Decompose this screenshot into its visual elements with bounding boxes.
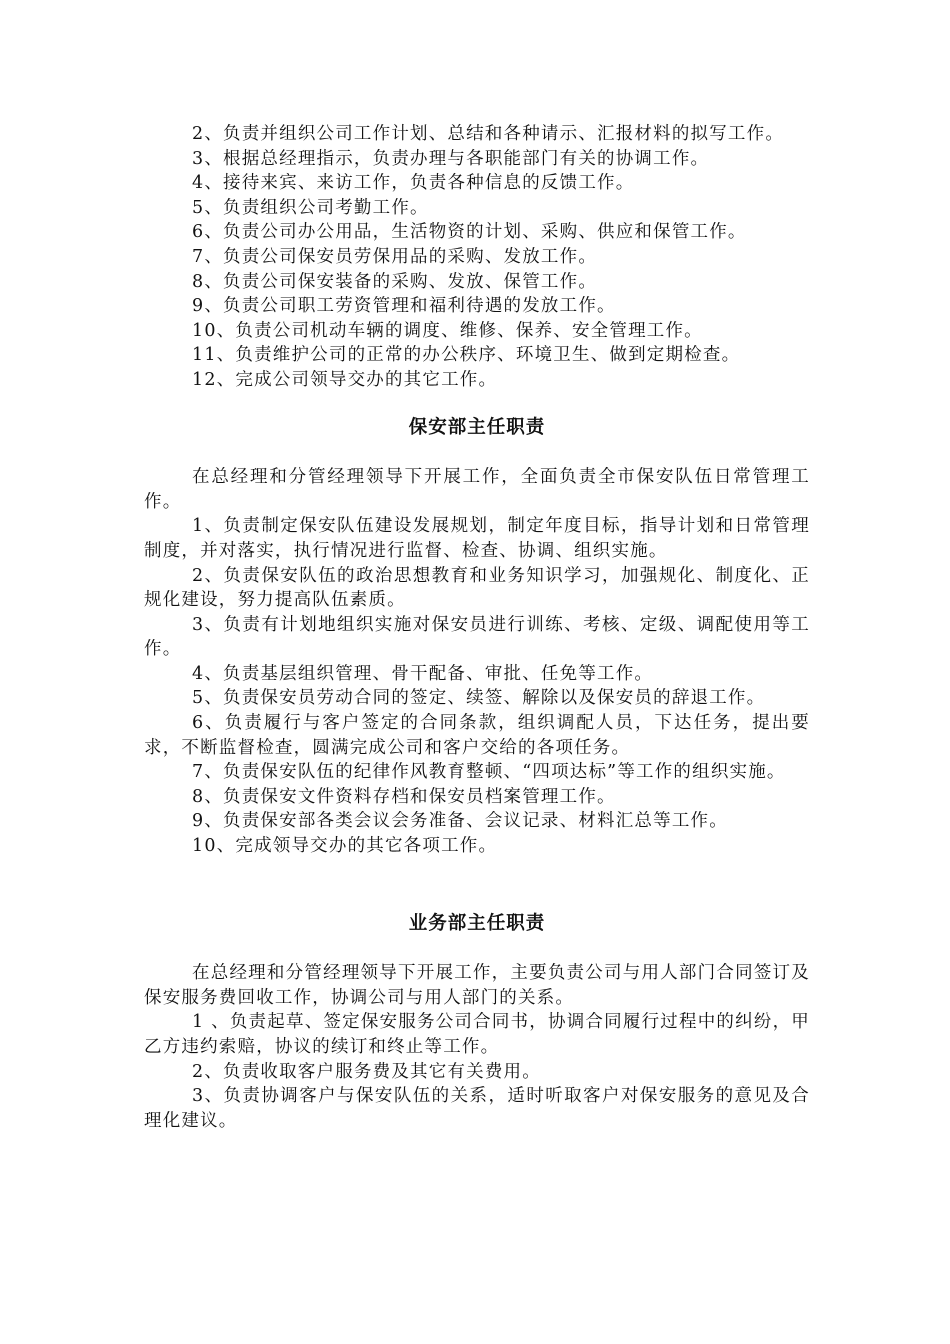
duty-item: 3、负责有计划地组织实施对保安员进行训练、考核、定级、调配使用等工作。 [144,614,810,660]
duty-item: 12、完成公司领导交办的其它工作。 [192,369,498,390]
section-title-security-dept: 保安部主任职责 [408,416,546,438]
duty-item: 1、负责制定保安队伍建设发展规划，制定年度目标，指导计划和日常管理制度，并对落实，执行情况进行监督、检查、协调、组织实施。 [144,516,810,561]
duty-item: 2、负责保安队伍的政治思想教育和业务知识学习，加强规化、制度化、正规化建设，努力提高队伍素质。 [144,565,810,611]
duty-item: 2、负责收取客户服务费及其它有关费用。 [192,1061,541,1082]
duty-item: 7、负责公司保安员劳保用品的采购、发放工作。 [192,246,598,267]
duty-item: 9、负责保安部各类会议会务准备、会议记录、材料汇总等工作。 [192,811,728,832]
duty-item: 3、根据总经理指示，负责办理与各职能部门有关的协调工作。 [192,148,710,169]
section-title-business-dept: 业务部主任职责 [408,912,546,934]
duty-item: 3、负责协调客户与保安队伍的关系，适时听取客户对保安服务的意见及合理化建议。 [144,1086,810,1131]
duty-item: 1 、负责起草、签定保安服务公司合同书，协调合同履行过程中的纠纷，甲乙方违约索赔，协议的续订和终止等工作。 [144,1012,810,1057]
duty-item: 5、负责保安员劳动合同的签定、续签、解除以及保安员的辞退工作。 [192,688,766,709]
section-intro: 在总经理和分管经理领导下开展工作，全面负责全市保安队伍日常管理工作。 [144,467,810,512]
section-intro: 在总经理和分管经理领导下开展工作，主要负责公司与用人部门合同签订及保安服务费回收工作，协调公司与用人部门的关系。 [144,963,810,1008]
duty-item: 2、负责并组织公司工作计划、总结和各种请示、汇报材料的拟写工作。 [192,124,785,144]
duty-item: 4、接待来宾、来访工作，负责各种信息的反馈工作。 [192,173,635,194]
duty-item: 10、负责公司机动车辆的调度、维修、保养、安全管理工作。 [192,320,703,341]
duty-item: 8、负责保安文件资料存档和保安员档案管理工作。 [192,786,616,807]
duty-item: 11、负责维护公司的正常的办公秩序、环境卫生、做到定期检查。 [192,345,741,366]
duty-item: 4、负责基层组织管理、骨干配备、审批、任免等工作。 [192,663,654,684]
duty-item: 6、负责履行与客户签定的合同条款，组织调配人员，下达任务，提出要求，不断监督检查，圆满完成公司和客户交给的各项任务。 [144,713,810,758]
section-office-duties [144,122,810,393]
duty-item: 5、负责组织公司考勤工作。 [192,197,429,218]
duty-item: 9、负责公司职工劳资管理和福利待遇的发放工作。 [192,296,616,317]
duty-item: 6、负责公司办公用品，生活物资的计划、采购、供应和保管工作。 [192,222,747,243]
section-security-dept [144,465,810,859]
duty-item: 10、完成领导交办的其它各项工作。 [192,836,498,857]
section-business-dept [144,961,810,1133]
document-page [144,122,810,1133]
duty-item: 7、负责保安队伍的纪律作风教育整顿、“四项达标”等工作的组织实施。 [192,762,786,783]
duty-item: 8、负责公司保安装备的采购、发放、保管工作。 [192,271,598,292]
